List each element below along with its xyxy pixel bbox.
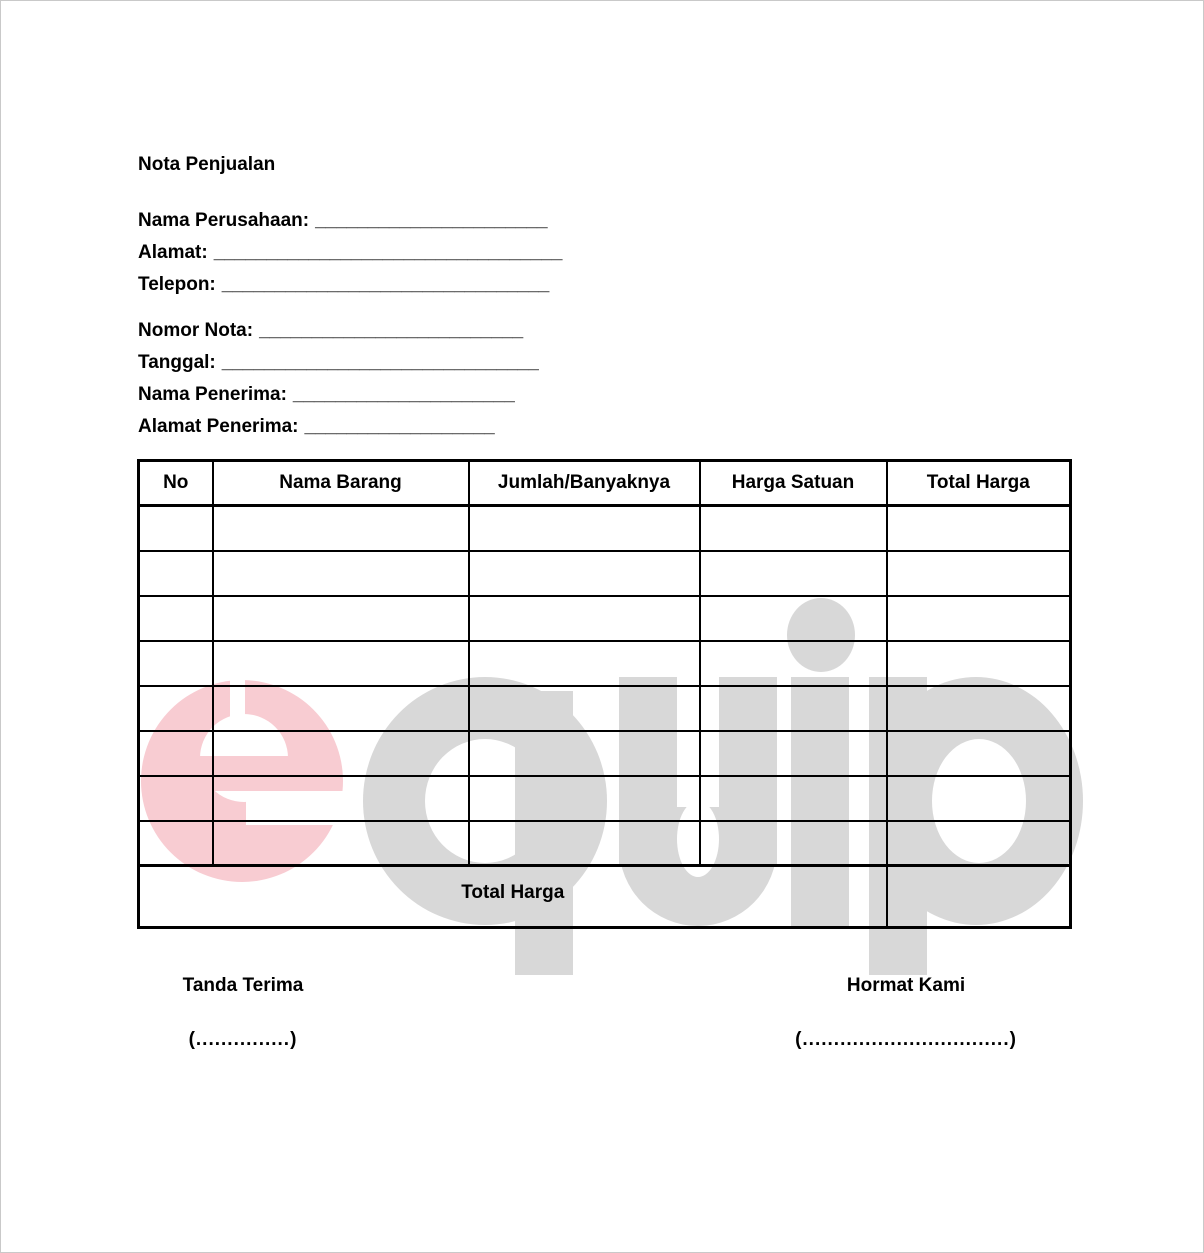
table-footer-label-cell: Total Harga [139, 866, 887, 928]
items-table-head [139, 461, 1071, 506]
field-blank-line: ______________________________ [221, 352, 539, 373]
empty-cell [887, 551, 1071, 596]
field-blank-line: _______________________________ [221, 274, 550, 295]
empty-cell [213, 506, 469, 551]
empty-cell [139, 686, 213, 731]
field-label: Nama Perusahaan: [138, 210, 310, 231]
field-line [138, 347, 539, 379]
column-header: Total Harga [887, 461, 1071, 506]
field-line [138, 315, 539, 347]
empty-cell [469, 506, 700, 551]
signature-block-receiver [183, 974, 304, 1052]
field-blank-line: ______________________ [315, 210, 548, 231]
field-line [138, 237, 562, 269]
empty-cell [213, 776, 469, 821]
table-row [139, 731, 1071, 776]
empty-cell [139, 776, 213, 821]
empty-cell [887, 641, 1071, 686]
field-label: Tanggal: [138, 352, 216, 373]
empty-cell [139, 596, 213, 641]
empty-cell [700, 776, 887, 821]
items-table-foot [139, 866, 1071, 928]
empty-cell [139, 641, 213, 686]
empty-cell [139, 506, 213, 551]
column-header: Harga Satuan [700, 461, 887, 506]
receipt-fields [138, 315, 539, 443]
empty-cell [700, 686, 887, 731]
empty-cell [469, 731, 700, 776]
table-row [139, 641, 1071, 686]
empty-cell [213, 641, 469, 686]
items-table [137, 459, 1072, 929]
column-header: No [139, 461, 213, 506]
field-label: Alamat: [138, 242, 208, 263]
empty-cell [887, 731, 1071, 776]
empty-cell [469, 551, 700, 596]
empty-cell [700, 551, 887, 596]
table-row [139, 551, 1071, 596]
empty-cell [887, 776, 1071, 821]
table-row [139, 506, 1071, 551]
field-label: Nomor Nota: [138, 320, 254, 341]
field-label: Alamat Penerima: [138, 416, 299, 437]
empty-cell [887, 686, 1071, 731]
empty-cell [469, 821, 700, 866]
empty-cell [469, 686, 700, 731]
table-footer-total-cell [887, 866, 1071, 928]
empty-cell [700, 506, 887, 551]
empty-cell [213, 596, 469, 641]
empty-cell [469, 596, 700, 641]
empty-cell [213, 821, 469, 866]
empty-cell [213, 551, 469, 596]
empty-cell [700, 596, 887, 641]
empty-cell [139, 731, 213, 776]
receiver-signature-label: Tanda Terima [182, 975, 304, 996]
items-table-body [139, 506, 1071, 866]
empty-cell [213, 686, 469, 731]
field-blank-line: _____________________ [292, 384, 515, 405]
empty-cell [887, 596, 1071, 641]
empty-cell [469, 776, 700, 821]
column-header: Jumlah/Banyaknya [469, 461, 700, 506]
empty-cell [700, 821, 887, 866]
empty-cell [213, 731, 469, 776]
receiver-signature-line: (...............) [188, 1029, 298, 1050]
signature-block-sender [795, 974, 1017, 1052]
empty-cell [700, 731, 887, 776]
table-row [139, 776, 1071, 821]
field-line [138, 379, 539, 411]
sender-signature-label: Hormat Kami [846, 975, 966, 996]
table-header-row [139, 461, 1071, 506]
field-label: Telepon: [138, 274, 216, 295]
field-line [138, 205, 562, 237]
table-row [139, 686, 1071, 731]
empty-cell [887, 821, 1071, 866]
empty-cell [139, 821, 213, 866]
field-label: Nama Penerima: [138, 384, 287, 405]
company-fields [138, 205, 562, 301]
field-line [138, 269, 562, 301]
table-row [139, 596, 1071, 641]
table-row [139, 821, 1071, 866]
empty-cell [139, 551, 213, 596]
empty-cell [469, 641, 700, 686]
column-header: Nama Barang [213, 461, 469, 506]
page-title: Nota Penjualan [138, 154, 276, 175]
empty-cell [887, 506, 1071, 551]
field-blank-line: _________________________________ [213, 242, 563, 263]
field-blank-line: _________________________ [259, 320, 524, 341]
empty-cell [700, 641, 887, 686]
table-footer-row [139, 866, 1071, 928]
field-blank-line: __________________ [304, 416, 495, 437]
sender-signature-line: (.................................) [795, 1029, 1017, 1050]
field-line [138, 411, 539, 443]
